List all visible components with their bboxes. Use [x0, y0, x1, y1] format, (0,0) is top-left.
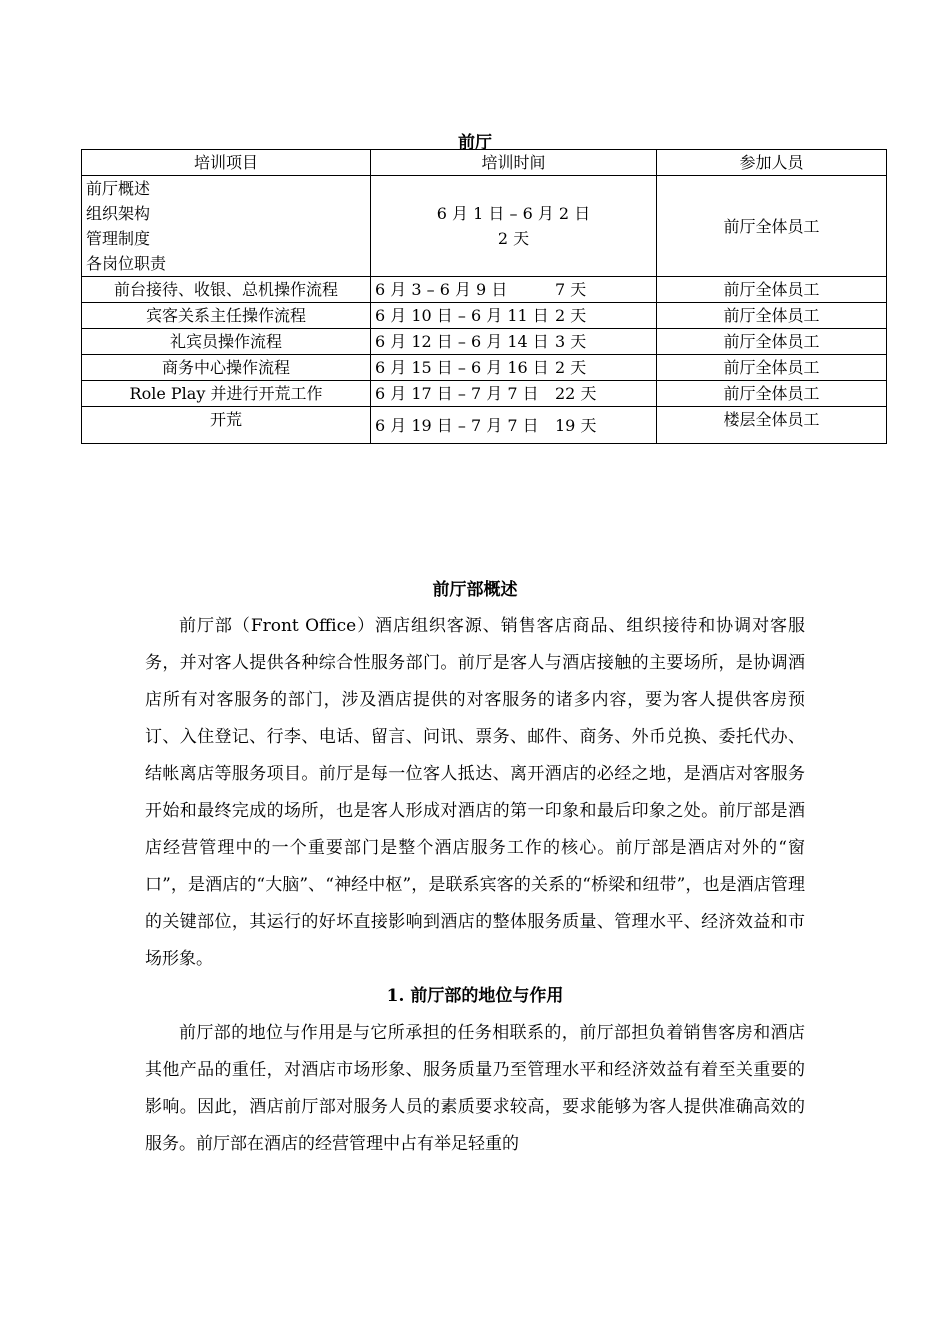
time-days: 22 天 — [555, 384, 597, 403]
table-header-row — [82, 150, 887, 176]
time-days: 2 天 — [497, 229, 530, 248]
header-time: 培训时间 — [371, 150, 657, 176]
table-row — [82, 355, 887, 381]
item-line: 前厅概述 — [86, 179, 151, 198]
table-row — [82, 407, 887, 444]
staff-cell: 前厅全体员工 — [657, 355, 887, 381]
item-line: 管理制度 — [86, 229, 151, 248]
time-cell — [371, 355, 657, 381]
first-row-items — [82, 176, 371, 277]
item-cell: 宾客关系主任操作流程 — [82, 303, 371, 329]
staff-cell: 前厅全体员工 — [657, 329, 887, 355]
staff-cell: 楼层全体员工 — [657, 407, 887, 444]
time-range: 6 月 3 – 6 月 9 日 — [375, 280, 508, 299]
time-range: 6 月 12 日 – 6 月 14 日 — [375, 332, 549, 351]
overview-paragraph: 前厅部（Front Office）酒店组织客源、销售客店商品、组织接待和协调对客服务，并对客人提供各种综合性服务部门。前厅是客人与酒店接触的主要场所，是协调酒店所有对客服务的部门，涉及酒店提供的对客服务的诸多内容，要为客人提供客房预订、入住登记、行李、电话、留言、问讯、票务、邮件、商务、外币兑换、委托代办、结帐离店等服务项目。前厅是每一位客人抵达、离开酒店的必经之地，是酒店对客服务开始和最终完成的场所，也是客人形成对酒店的第一印象和最后印象之处。前厅部是酒店经营管理中的一个重要部门是整个酒店服务工作的核心。前厅部是酒店对外的“窗口”，是酒店的“大脑”、“神经中枢”，是联系宾客的关系的“桥梁和纽带”，也是酒店管理的关键部位，其运行的好坏直接影响到酒店的整体服务质量、管理水平、经济效益和市场形象。 — [145, 616, 805, 969]
time-range: 6 月 1 日 – 6 月 2 日 — [436, 204, 591, 223]
table-row — [82, 176, 887, 277]
item-line: 组织架构 — [86, 204, 151, 223]
time-days: 2 天 — [555, 358, 587, 377]
table-row — [82, 381, 887, 407]
table-row — [82, 329, 887, 355]
item-cell: 前台接待、收银、总机操作流程 — [82, 277, 371, 303]
document-body — [145, 572, 805, 1163]
time-days: 3 天 — [555, 332, 587, 351]
section1-paragraph: 前厅部的地位与作用是与它所承担的任务相联系的，前厅部担负着销售客房和酒店其他产品的重任，对酒店市场形象、服务质量乃至管理水平和经济效益有着至关重要的影响。因此，酒店前厅部对服务人员的素质要求较高，要求能够为客人提供准确高效的服务。前厅部在酒店的经营管理中占有举足轻重的 — [145, 1023, 805, 1154]
section-title: 前厅部概述 — [432, 580, 518, 600]
time-range: 6 月 10 日 – 6 月 11 日 — [375, 306, 549, 325]
time-days: 2 天 — [555, 306, 587, 325]
item-line: 各岗位职责 — [86, 254, 167, 273]
item-cell: 商务中心操作流程 — [82, 355, 371, 381]
time-cell — [371, 277, 657, 303]
header-staff: 参加人员 — [657, 150, 887, 176]
time-cell — [371, 407, 657, 444]
time-cell — [371, 381, 657, 407]
training-schedule-table — [81, 149, 887, 444]
table-title: 前厅 — [458, 133, 492, 153]
time-days: 19 天 — [555, 415, 597, 435]
table-row — [82, 277, 887, 303]
staff-cell: 前厅全体员工 — [657, 277, 887, 303]
time-cell — [371, 329, 657, 355]
header-item: 培训项目 — [82, 150, 371, 176]
subsection-title: 1. 前厅部的地位与作用 — [386, 986, 564, 1006]
first-row-time — [371, 176, 657, 277]
time-range: 6 月 15 日 – 6 月 16 日 — [375, 358, 549, 377]
staff-cell: 前厅全体员工 — [657, 176, 887, 277]
staff-cell: 前厅全体员工 — [657, 303, 887, 329]
time-cell — [371, 303, 657, 329]
item-cell: Role Play 并进行开荒工作 — [82, 381, 371, 407]
table-row — [82, 303, 887, 329]
time-range: 6 月 17 日 – 7 月 7 日 — [375, 384, 539, 403]
item-cell: 开荒 — [82, 407, 371, 444]
item-cell: 礼宾员操作流程 — [82, 329, 371, 355]
time-days: 7 天 — [555, 280, 587, 299]
staff-cell: 前厅全体员工 — [657, 381, 887, 407]
time-range: 6 月 19 日 – 7 月 7 日 — [375, 415, 539, 435]
